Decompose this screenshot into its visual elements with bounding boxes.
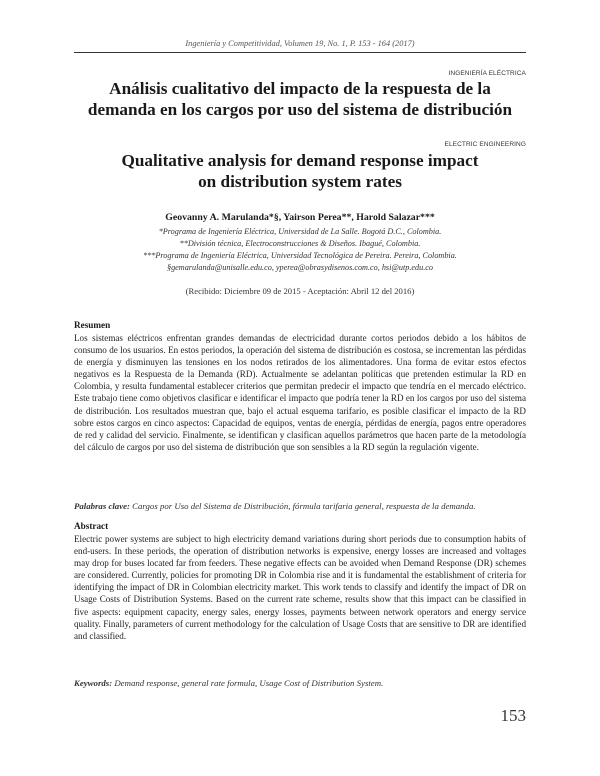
spanish-title-line-2: demanda en los cargos por uso del sistema de distribución (87, 99, 513, 119)
section-label-spanish: INGENIERÍA ELÉCTRICA (448, 70, 526, 77)
resumen-text: Los sistemas eléctricos enfrentan grandes demandas de electricidad durante cortos periodos debido a los hábitos de consumo de los usuarios. En estos periodos, la operación del sistema de distribución es costosa, se incrementan las pérdidas de energía y disminuyen las tensiones en los nodos retirados de los alimentadores. Una forma de evitar estos efectos negativos es la Respuesta de la Demanda (RD). Actualmente se adelantan políticas que pretenden estimular la RD en Colombia, y resulta fundamental establecer criterios que permitan predecir el impacto que tendría en el mercado eléctrico. Este trabajo tiene como objetivos clasificar e identificar el impacto que podría tener la RD en los cargos por uso del sistema de distribución. Los resultados muestran que, bajo el actual esquema tarifario, es posible clasificar el impacto de la RD sobre estos cargos en cinco aspectos: Capacidad de equipos, ventas de energía, pérdidas de energía, pagos entre operadores de red y calidad del servicio. Finalmente, se identifican y clasifican aquellos parámetros que hacen parte de la metodología del cálculo de cargos por uso del sistema de distribución que son sensibles a la RD según la regulación vigente. (74, 333, 526, 452)
affiliation-1: *Programa de Ingeniería Eléctrica, Universidad de La Salle. Bogotá D.C., Colombia. (158, 227, 442, 236)
section-label-english: ELECTRIC ENGINEERING (444, 141, 526, 148)
page-number: 153 (500, 706, 526, 725)
affiliation-2: **División técnica, Electroconstrucciones & Diseños. Ibagué, Colombia. (179, 239, 421, 248)
palabras-clave (74, 500, 526, 512)
spanish-title-line-1: Análisis cualitativo del impacto de la respuesta de la (109, 79, 491, 98)
affiliation-3: ***Programa de Ingeniería Eléctrica, Universidad Tecnológica de Pereira. Pereira, Colombia. (143, 251, 457, 260)
header-divider (74, 52, 526, 53)
keywords-text: Demand response, general rate formula, Usage Cost of Distribution System. (114, 678, 384, 688)
received-accepted-dates: (Recibido: Diciembre 09 de 2015 - Aceptación: Abril 12 del 2016) (185, 286, 415, 296)
abstract-text: Electric power systems are subject to high electricity demand variations during short periods due to consumption habits of end-users. In these periods, the operation of distribution networks is expensive, energy losses are increased and voltages may drop for buses located far from feeders. These negative effects can be avoided when Demand Response (DR) schemes are considered. Currently, policies for promoting DR in Colombia rise and it is fundamental the establishment of criteria for identifying the impact of DR in Colombian electricity market. This work tends to classify and identify the impact of DR on Usage Costs of Distribution Systems. Based on the current rate scheme, results show that this impact can be classified in five aspects: equipment capacity, energy sales, energy losses, payments between network operators and energy service quality. Finally, parameters of current methodology for the calculation of Usage Costs that are sensitive to DR are identified and classified. (74, 534, 526, 641)
author-list: Geovanny A. Marulanda*§, Yairson Perea**, Harold Salazar*** (165, 212, 435, 223)
journal-header: Ingeniería y Competitividad, Volumen 19, No. 1, P. 153 - 164 (2017) (185, 39, 415, 48)
author-emails: §gemarulanda@unisalle.edu.co, yperea@obrasydisenos.com.co, hsi@utp.edu.co (166, 263, 434, 272)
palabras-clave-text: Cargos por Uso del Sistema de Distribución, fórmula tarifaria general, respuesta de la demanda. (132, 501, 476, 511)
spanish-title (74, 79, 526, 120)
palabras-clave-label: Palabras clave: (74, 501, 130, 511)
resumen-heading: Resumen (74, 320, 111, 330)
abstract-heading: Abstract (74, 521, 109, 531)
keywords (74, 677, 526, 689)
keywords-label: Keywords: (74, 678, 113, 688)
english-title-line-1: Qualitative analysis for demand response impact (121, 151, 479, 170)
english-title-line-2: on distribution system rates (198, 171, 402, 191)
english-title (74, 151, 526, 192)
